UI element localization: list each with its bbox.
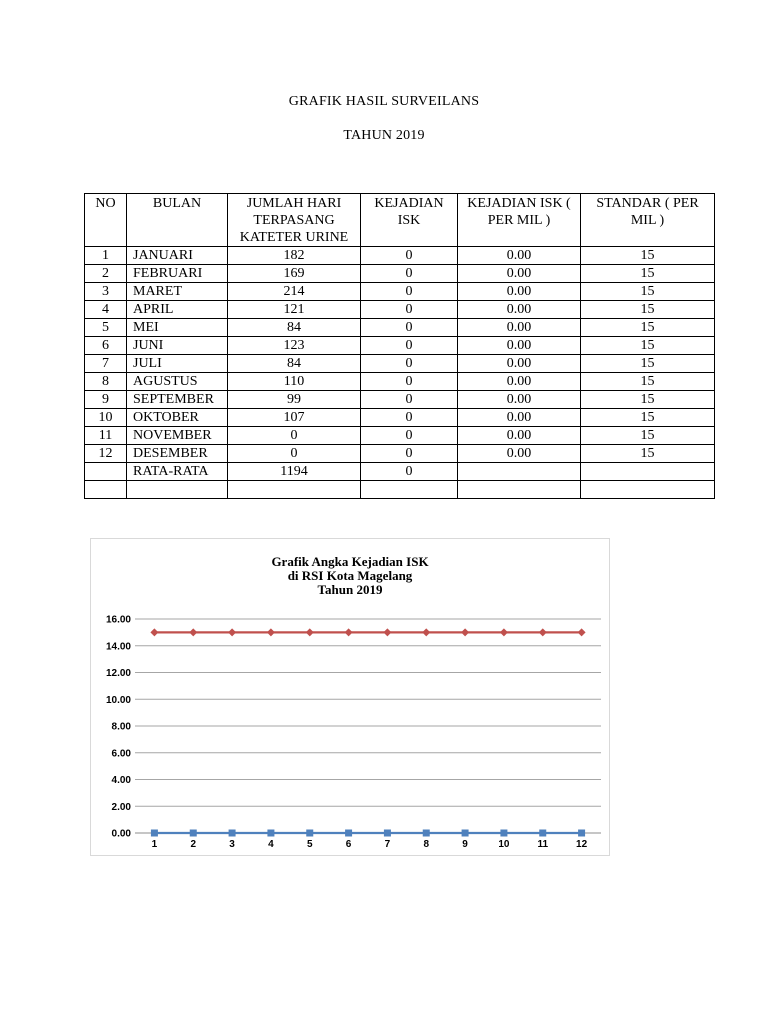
- data-point: [384, 830, 391, 837]
- cell-kejadian: 0: [361, 427, 458, 445]
- x-tick-label: 11: [537, 839, 549, 850]
- data-point: [189, 628, 197, 636]
- table-row: [85, 355, 715, 373]
- cell-standar: 15: [581, 283, 715, 301]
- cell-standar: 15: [581, 445, 715, 463]
- cell-hari: 107: [228, 409, 361, 427]
- cell-hari: 99: [228, 391, 361, 409]
- data-point: [190, 830, 197, 837]
- cell-bulan: SEPTEMBER: [127, 391, 228, 409]
- cell-kejadian: 0: [361, 355, 458, 373]
- document-year: TAHUN 2019: [343, 128, 425, 143]
- cell-per-mil: 0.00: [458, 337, 581, 355]
- cell-bulan: RATA-RATA: [127, 463, 228, 481]
- cell-standar: 15: [581, 391, 715, 409]
- table-row: [85, 409, 715, 427]
- table-row: [85, 265, 715, 283]
- cell-standar: 15: [581, 427, 715, 445]
- cell-kejadian: 0: [361, 301, 458, 319]
- surveillance-table: [84, 193, 715, 499]
- cell-bulan: APRIL: [127, 301, 228, 319]
- cell-no: 12: [85, 445, 127, 463]
- cell-no: 1: [85, 247, 127, 265]
- cell-bulan: AGUSTUS: [127, 373, 228, 391]
- table-row: [85, 445, 715, 463]
- header-no: NO: [85, 194, 127, 247]
- cell-bulan: JUNI: [127, 337, 228, 355]
- cell-kejadian: 0: [361, 445, 458, 463]
- cell-no: 3: [85, 283, 127, 301]
- cell-per-mil: 0.00: [458, 409, 581, 427]
- y-tick-label: 14.00: [105, 641, 131, 653]
- table-header-row: [85, 194, 715, 247]
- cell-standar: 15: [581, 355, 715, 373]
- data-point: [578, 628, 586, 636]
- cell-per-mil: 0.00: [458, 355, 581, 373]
- table-row: [85, 319, 715, 337]
- cell-standar: 15: [581, 265, 715, 283]
- data-point: [383, 628, 391, 636]
- cell-no: 10: [85, 409, 127, 427]
- cell-standar: 15: [581, 373, 715, 391]
- data-point: [228, 628, 236, 636]
- cell-no: 8: [85, 373, 127, 391]
- y-tick-label: 6.00: [111, 748, 131, 760]
- data-point: [539, 830, 546, 837]
- isk-chart: [90, 538, 610, 856]
- cell-bulan: JULI: [127, 355, 228, 373]
- cell-hari: 121: [228, 301, 361, 319]
- cell-per-mil: 0.00: [458, 283, 581, 301]
- cell-bulan: OKTOBER: [127, 409, 228, 427]
- cell-per-mil: 0.00: [458, 319, 581, 337]
- data-point: [151, 830, 158, 837]
- cell-hari: 84: [228, 355, 361, 373]
- table-empty-row: [85, 481, 715, 499]
- cell-hari: 1194: [228, 463, 361, 481]
- x-tick-label: 12: [576, 839, 588, 850]
- data-point: [306, 628, 314, 636]
- data-point: [345, 830, 352, 837]
- cell-standar: 15: [581, 319, 715, 337]
- header-bulan: BULAN: [127, 194, 228, 247]
- table-row: [85, 337, 715, 355]
- data-point: [229, 830, 236, 837]
- cell-hari: 84: [228, 319, 361, 337]
- chart-plot: [91, 539, 609, 855]
- x-tick-label: 3: [229, 839, 235, 850]
- x-tick-label: 8: [423, 839, 430, 850]
- cell-per-mil: 0.00: [458, 373, 581, 391]
- cell-bulan: MEI: [127, 319, 228, 337]
- cell-per-mil: [458, 463, 581, 481]
- data-point: [462, 830, 469, 837]
- cell-standar: 15: [581, 409, 715, 427]
- y-tick-label: 16.00: [105, 614, 131, 626]
- cell-no: 2: [85, 265, 127, 283]
- table-row: [85, 283, 715, 301]
- cell-no: 9: [85, 391, 127, 409]
- y-tick-label: 2.00: [111, 801, 131, 813]
- cell-hari: 169: [228, 265, 361, 283]
- cell-hari: 123: [228, 337, 361, 355]
- cell-kejadian: 0: [361, 391, 458, 409]
- y-tick-label: 10.00: [105, 694, 131, 706]
- cell-no: 11: [85, 427, 127, 445]
- x-tick-label: 5: [306, 839, 313, 850]
- table-row: [85, 427, 715, 445]
- cell-kejadian: 0: [361, 409, 458, 427]
- data-point: [500, 830, 507, 837]
- y-tick-label: 12.00: [105, 668, 131, 679]
- header-kejadian-per-mil: KEJADIAN ISK ( PER MIL ): [458, 194, 581, 247]
- cell-kejadian: 0: [361, 283, 458, 301]
- cell-hari: 214: [228, 283, 361, 301]
- cell-bulan: DESEMBER: [127, 445, 228, 463]
- table-row: [85, 247, 715, 265]
- cell-standar: 15: [581, 301, 715, 319]
- cell-no: 5: [85, 319, 127, 337]
- data-point: [345, 628, 353, 636]
- cell-bulan: NOVEMBER: [127, 427, 228, 445]
- empty-cell: [85, 481, 127, 499]
- y-tick-label: 0.00: [111, 828, 131, 840]
- cell-per-mil: 0.00: [458, 301, 581, 319]
- data-point: [150, 628, 158, 636]
- header-kejadian-isk: KEJADIAN ISK: [361, 194, 458, 247]
- cell-hari: 110: [228, 373, 361, 391]
- cell-per-mil: 0.00: [458, 265, 581, 283]
- document-title: GRAFIK HASIL SURVEILANS: [288, 94, 480, 109]
- x-tick-label: 9: [462, 839, 468, 850]
- cell-kejadian: 0: [361, 247, 458, 265]
- empty-cell: [458, 481, 581, 499]
- cell-per-mil: 0.00: [458, 391, 581, 409]
- cell-per-mil: 0.00: [458, 427, 581, 445]
- data-point: [461, 628, 469, 636]
- cell-per-mil: 0.00: [458, 247, 581, 265]
- cell-no: [85, 463, 127, 481]
- cell-standar: [581, 463, 715, 481]
- empty-cell: [228, 481, 361, 499]
- cell-per-mil: 0.00: [458, 445, 581, 463]
- empty-cell: [127, 481, 228, 499]
- cell-standar: 15: [581, 337, 715, 355]
- cell-hari: 0: [228, 445, 361, 463]
- cell-kejadian: 0: [361, 373, 458, 391]
- data-point: [422, 628, 430, 636]
- cell-kejadian: 0: [361, 265, 458, 283]
- data-point: [578, 830, 585, 837]
- data-point: [500, 628, 508, 636]
- cell-bulan: FEBRUARI: [127, 265, 228, 283]
- cell-bulan: JANUARI: [127, 247, 228, 265]
- cell-standar: 15: [581, 247, 715, 265]
- cell-bulan: MARET: [127, 283, 228, 301]
- data-point: [423, 830, 430, 837]
- chart-title-line: Grafik Angka Kejadian ISK: [271, 554, 429, 569]
- table-row: [85, 373, 715, 391]
- empty-cell: [361, 481, 458, 499]
- chart-title-line: di RSI Kota Magelang: [287, 568, 413, 583]
- y-tick-label: 4.00: [111, 775, 131, 786]
- cell-kejadian: 0: [361, 463, 458, 481]
- table-row: [85, 391, 715, 409]
- data-point: [539, 628, 547, 636]
- y-tick-label: 8.00: [111, 721, 131, 733]
- cell-no: 7: [85, 355, 127, 373]
- data-point: [306, 830, 313, 837]
- x-tick-label: 4: [268, 839, 274, 850]
- cell-kejadian: 0: [361, 319, 458, 337]
- cell-no: 6: [85, 337, 127, 355]
- header-standar: STANDAR ( PER MIL ): [581, 194, 715, 247]
- cell-no: 4: [85, 301, 127, 319]
- header-jumlah-hari: JUMLAH HARI TERPASANG KATETER URINE: [228, 194, 361, 247]
- x-tick-label: 6: [345, 839, 352, 850]
- data-point: [267, 830, 274, 837]
- x-tick-label: 10: [498, 839, 510, 850]
- table-row: [85, 301, 715, 319]
- x-tick-label: 7: [384, 839, 391, 850]
- x-tick-label: 1: [151, 839, 158, 850]
- cell-hari: 182: [228, 247, 361, 265]
- data-point: [267, 628, 275, 636]
- x-tick-label: 2: [190, 839, 197, 850]
- table-summary-row: [85, 463, 715, 481]
- chart-title-line: Tahun 2019: [317, 582, 383, 597]
- cell-kejadian: 0: [361, 337, 458, 355]
- empty-cell: [581, 481, 715, 499]
- cell-hari: 0: [228, 427, 361, 445]
